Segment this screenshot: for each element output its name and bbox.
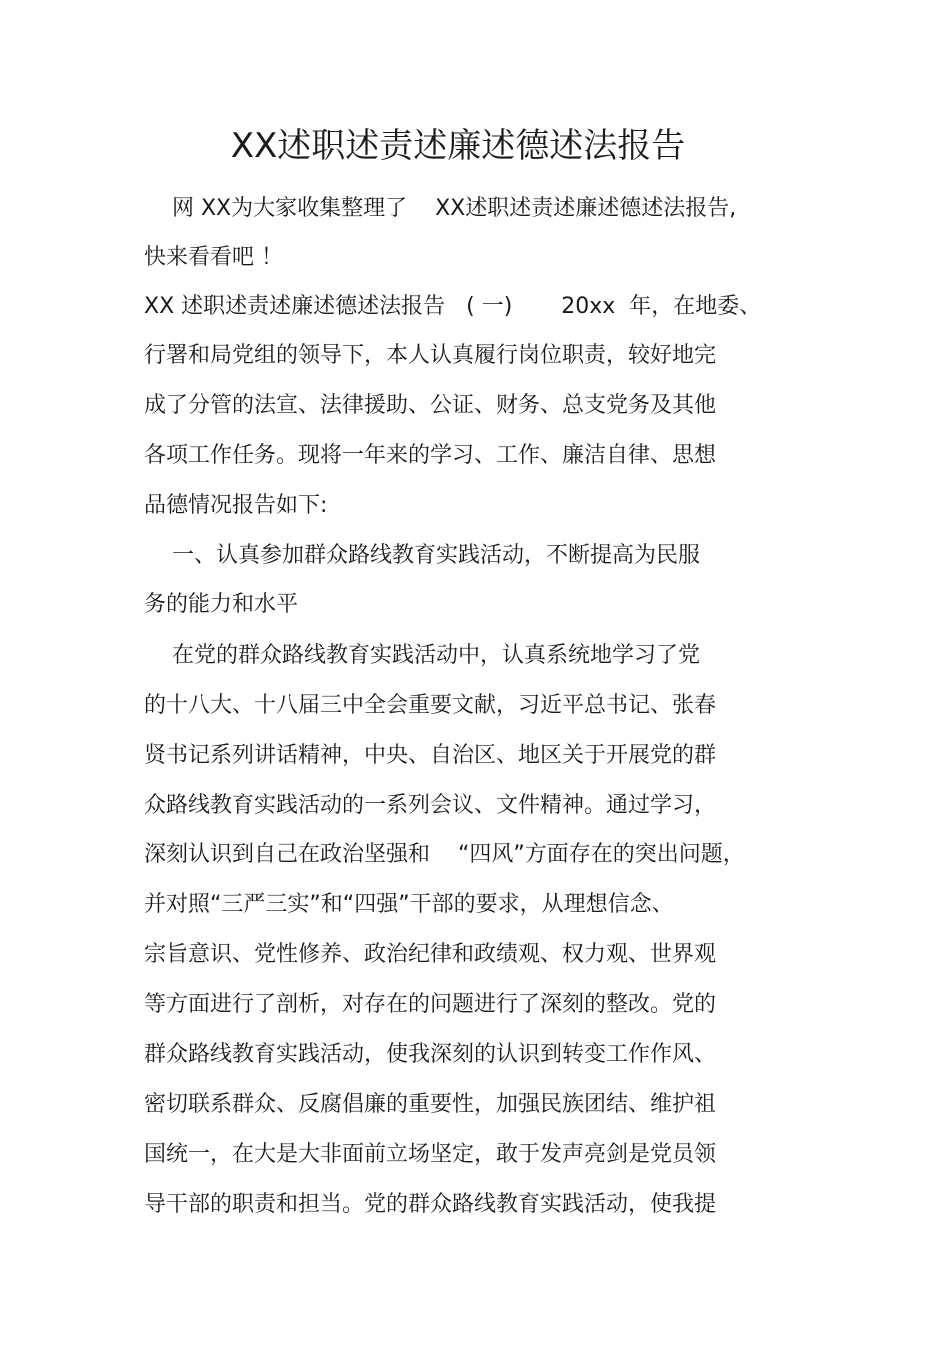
body-line: 导干部的职责和担当。党的群众路线教育实践活动，使我提 (144, 1192, 717, 1217)
body-line: 网 XX为大家收集整理了 XX述职述责述廉述德述法报告, (144, 196, 737, 221)
body-line: 并对照“三严三实”和“四强”干部的要求，从理想信念、 (144, 892, 674, 917)
body-line: 快来看看吧 ！ (144, 245, 283, 270)
body-line: 一、认真参加群众路线教育实践活动，不断提高为民服 (144, 543, 700, 568)
body-line: 在党的群众路线教育实践活动中，认真系统地学习了党 (144, 643, 700, 668)
body-line: 品德情况报告如下: (144, 493, 328, 518)
body-line: 群众路线教育实践活动，使我深刻的认识到转变工作作风、 (144, 1042, 717, 1067)
body-line: 行署和局党组的领导下，本人认真履行岗位职责，较好地完 (144, 343, 717, 368)
body-line: 的十八大、十八届三中全会重要文献，习近平总书记、张春 (144, 693, 717, 718)
body-line: 深刻认识到自己在政治坚强和 “四风”方面存在的突出问题， (144, 842, 745, 867)
body-line: 众路线教育实践活动的一系列会议、文件精神。通过学习， (144, 793, 717, 818)
body-line: XX 述职述责述廉述德述法报告 ( 一) 20xx 年，在地委、 (144, 294, 762, 319)
body-line: 密切联系群众、反腐倡廉的重要性，加强民族团结、维护祖 (144, 1092, 717, 1117)
body-line: 各项工作任务。现将一年来的学习、工作、廉洁自律、思想 (144, 443, 717, 468)
body-line: 贤书记系列讲话精神，中央、自治区、地区关于开展党的群 (144, 743, 717, 768)
document-title: XX述职述责述廉述德述法报告 (230, 126, 686, 166)
body-line: 等方面进行了剖析，对存在的问题进行了深刻的整改。党的 (144, 992, 717, 1017)
body-line: 国统一，在大是大非面前立场坚定，敢于发声亮剑是党员领 (144, 1142, 717, 1167)
body-line: 成了分管的法宣、法律援助、公证、财务、总支党务及其他 (144, 393, 717, 418)
body-line: 务的能力和水平 (144, 592, 299, 617)
body-line: 宗旨意识、党性修养、政治纪律和政绩观、权力观、世界观 (144, 942, 717, 967)
